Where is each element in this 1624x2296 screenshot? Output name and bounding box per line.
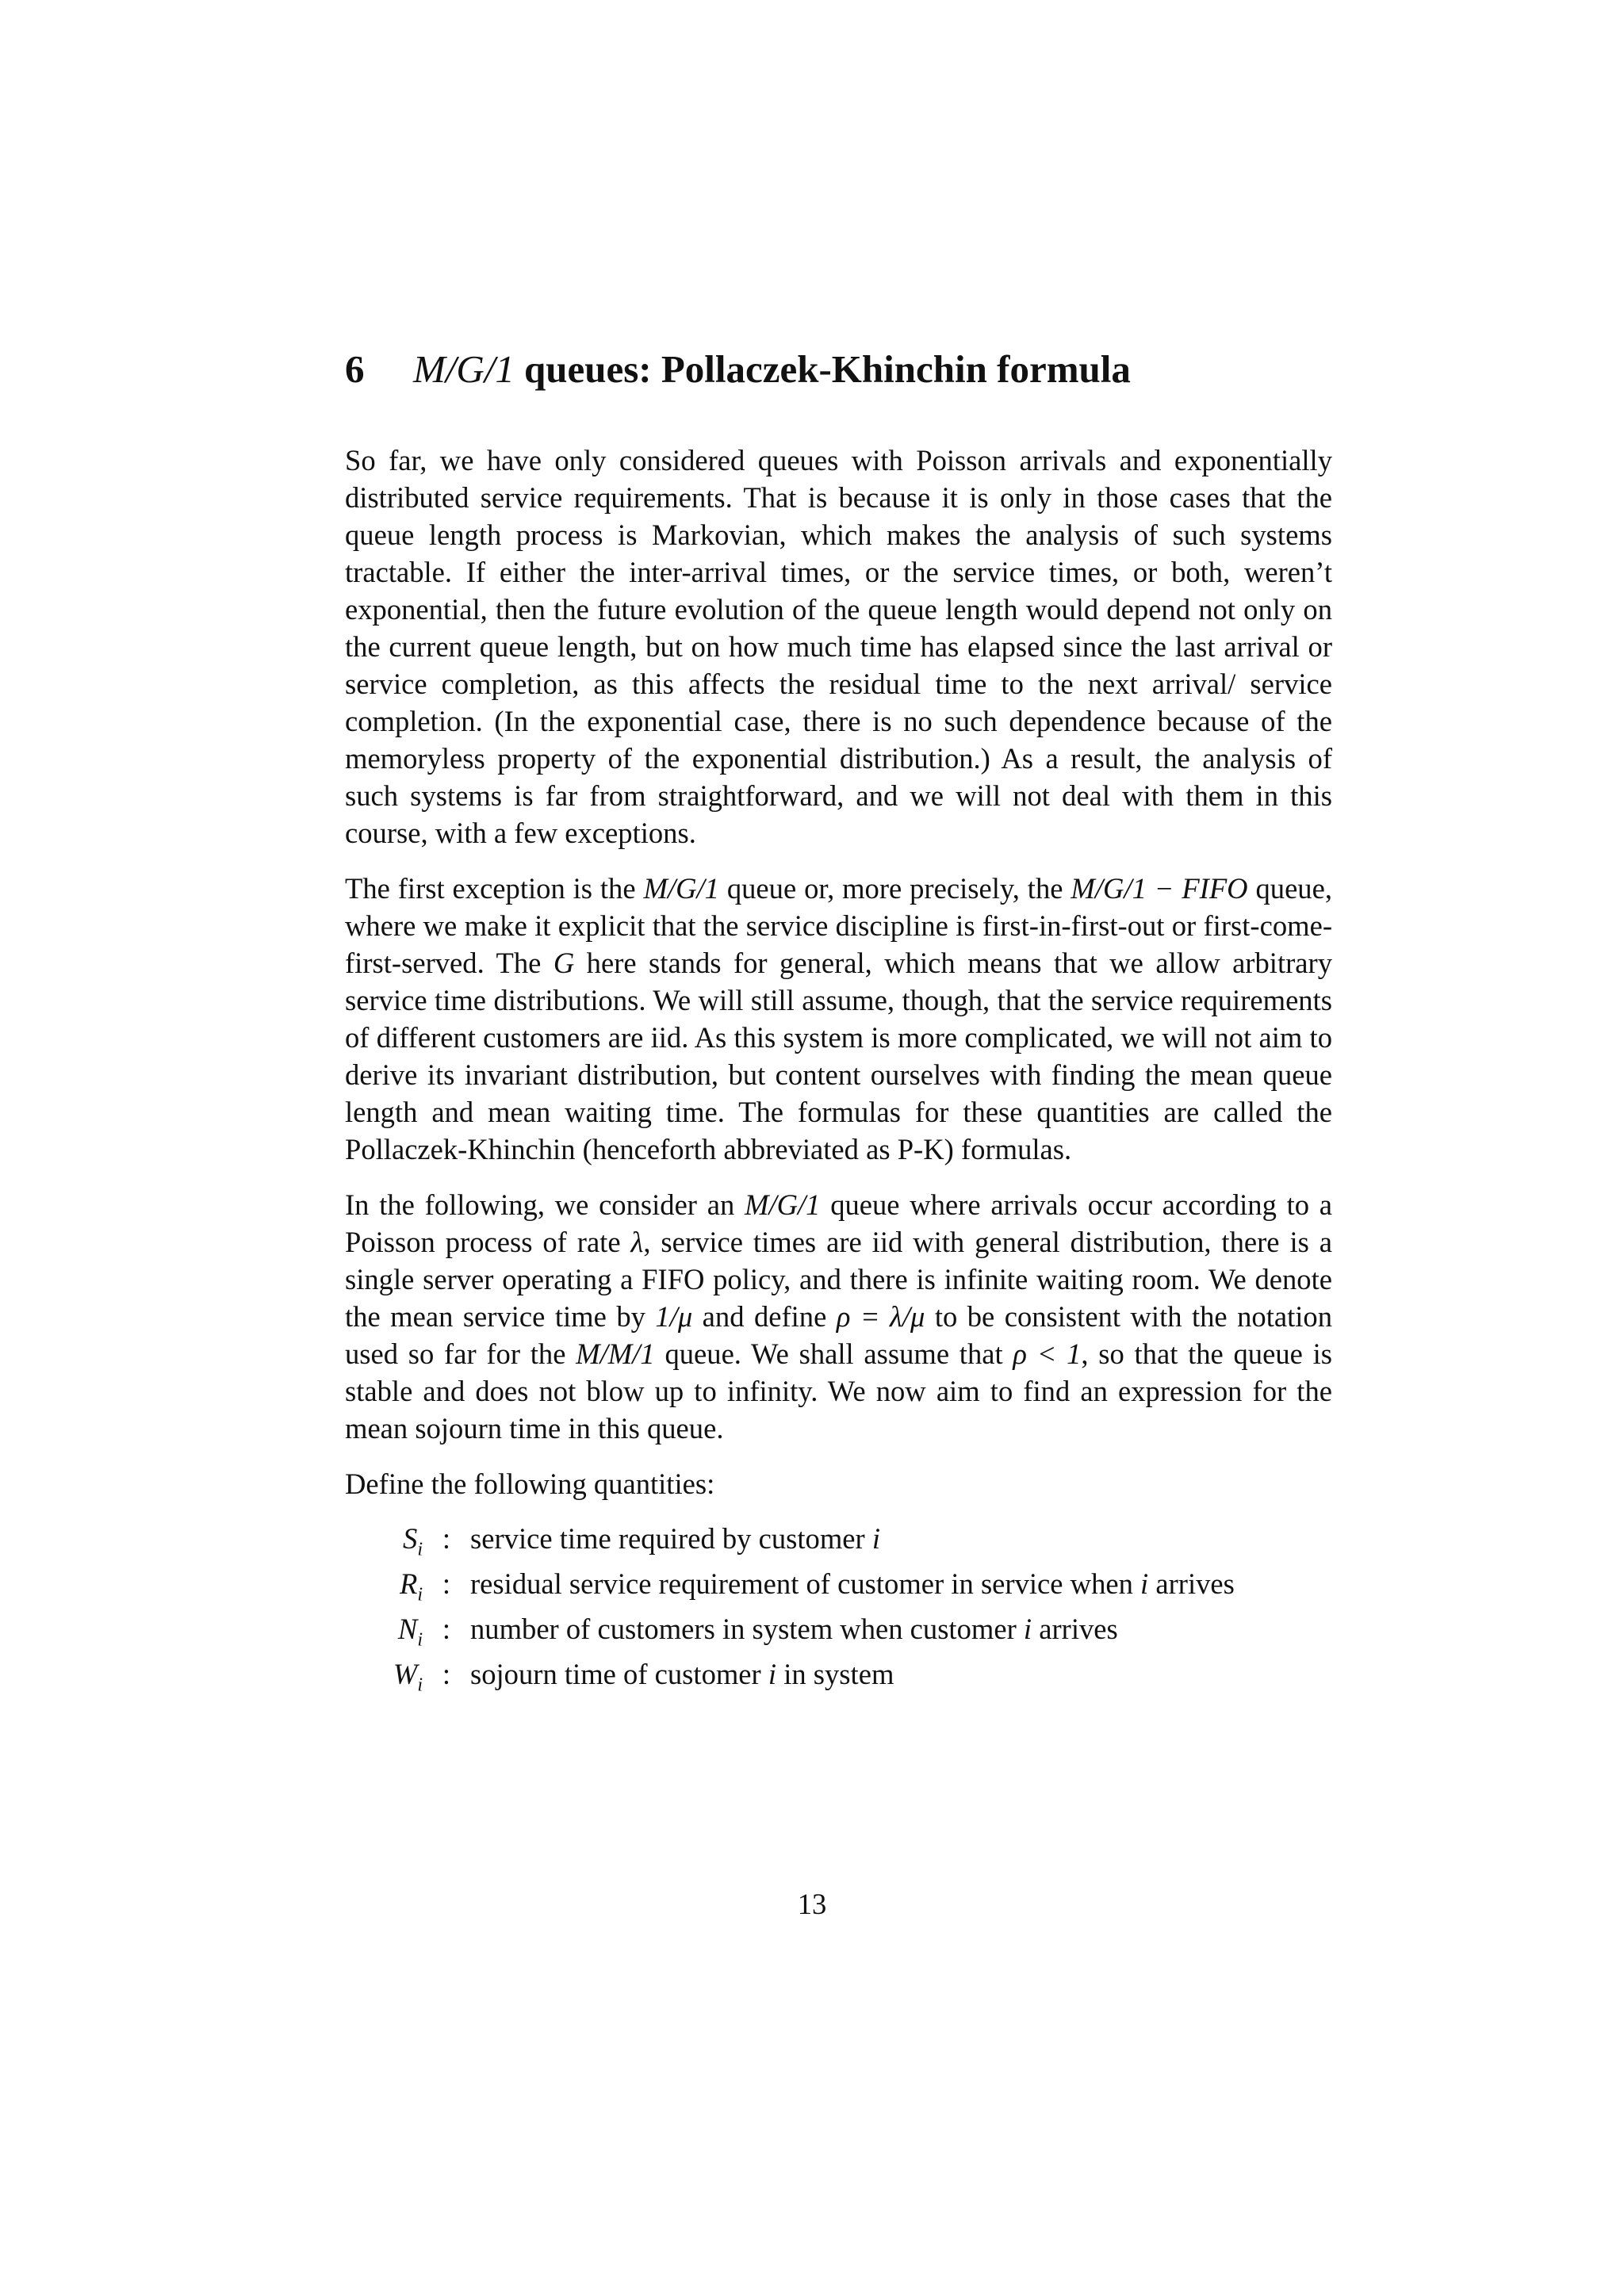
page-content [345, 345, 1332, 1702]
section-title-math: M/G/1 [413, 347, 515, 391]
inline-math: 1/μ [655, 1300, 693, 1333]
inline-math: M/M/1 [576, 1337, 655, 1370]
definition-row [364, 1567, 1332, 1612]
definition-symbol: $S_i$ [403, 1522, 423, 1560]
inline-math: M/G/1 − FIFO [1071, 872, 1248, 905]
text-run: queue, where we make it explicit that the service discipline is first-in-first-out or first-come-first-served. The [345, 872, 1332, 979]
text-run: to be consistent with the notation used so far for the [345, 1300, 1333, 1370]
definition-colon: : [442, 1613, 451, 1645]
text-run: Define the following quantities: [345, 1468, 715, 1500]
paragraph [345, 442, 1332, 851]
text-run: So far, we have only considered queues with Poisson arrivals and exponentially distributed service requirements. That is because it is only in those cases that the queue length process is Markovian, which makes the analysis of such systems tractable. If either the inter-arrival times, or the service times, or both, weren’t exponential, then the future evolution of the queue length would depend not only on the current queue length, but on how much time has elapsed since the last arrival or service completion, as this affects the residual time to the next arrival/ service completion. (In the exponential case, there is no such dependence because of the memoryless property of the exponential distribution.) As a result, the analysis of such systems is far from straightforward, and we will not deal with them in this course, with a few exceptions. [345, 444, 1332, 849]
definition-description: residual service requirement of customer in service when i arrives [470, 1567, 1235, 1600]
inline-math: ρ < 1 [1013, 1337, 1082, 1370]
paragraph [345, 1186, 1332, 1447]
definition-colon: : [442, 1658, 451, 1690]
definition-colon: : [442, 1522, 451, 1555]
section-title-text: queues: Pollaczek-Khinchin formula [523, 347, 1131, 391]
section-number: 6 [345, 347, 365, 391]
inline-math: M/G/1 [744, 1188, 821, 1221]
definition-row [364, 1657, 1332, 1702]
text-run: , so that the queue is stable and does not blow up to infinity. We now aim to find an expression for the mean sojourn time in this queue. [345, 1337, 1332, 1445]
text-run: here stands for general, which means that we allow arbitrary service time distributions. We will still assume, though, that the service requirements of different customers are iid. As this system is more complicated, we will not aim to derive its invariant distribution, but content ourselves with finding the mean queue length and mean waiting time. The formulas for these quantities are called the Pollaczek-Khinchin (henceforth abbreviated as P-K) formulas. [345, 947, 1332, 1165]
inline-math: M/G/1 [643, 872, 719, 905]
definition-colon: : [442, 1567, 451, 1600]
text-run: In the following, we consider an [345, 1188, 745, 1221]
paragraph [345, 870, 1332, 1168]
definition-description: service time required by customer i [470, 1522, 880, 1555]
definition-symbol: $R_i$ [399, 1567, 423, 1605]
definition-list [364, 1521, 1332, 1702]
definition-row [364, 1521, 1332, 1567]
text-run: queue. We shall assume that [654, 1337, 1013, 1370]
definition-description: sojourn time of customer i in system [470, 1658, 894, 1690]
definition-symbol: $W_i$ [393, 1658, 423, 1696]
inline-math: G [553, 947, 575, 979]
paragraph [345, 1465, 1332, 1502]
definition-description: number of customers in system when customer i arrives [470, 1613, 1118, 1645]
inline-math: λ [630, 1226, 644, 1258]
section-heading [345, 345, 1332, 394]
text-run: queue where arrivals occur according to a Poisson process of rate [345, 1188, 1333, 1258]
text-run: The first exception is the [345, 872, 644, 905]
text-run: and define [692, 1300, 837, 1333]
inline-math: ρ = λ/μ [836, 1300, 925, 1333]
text-run: , service times are iid with general distribution, there is a single server operating a FIFO policy, and there is infinite waiting room. We denote the mean service time by [345, 1226, 1333, 1333]
text-run: queue or, more precisely, the [718, 872, 1071, 905]
definition-symbol: $N_i$ [397, 1613, 423, 1651]
page-number: 13 [797, 1888, 827, 1920]
body-text [345, 442, 1332, 1502]
definition-row [364, 1612, 1332, 1657]
